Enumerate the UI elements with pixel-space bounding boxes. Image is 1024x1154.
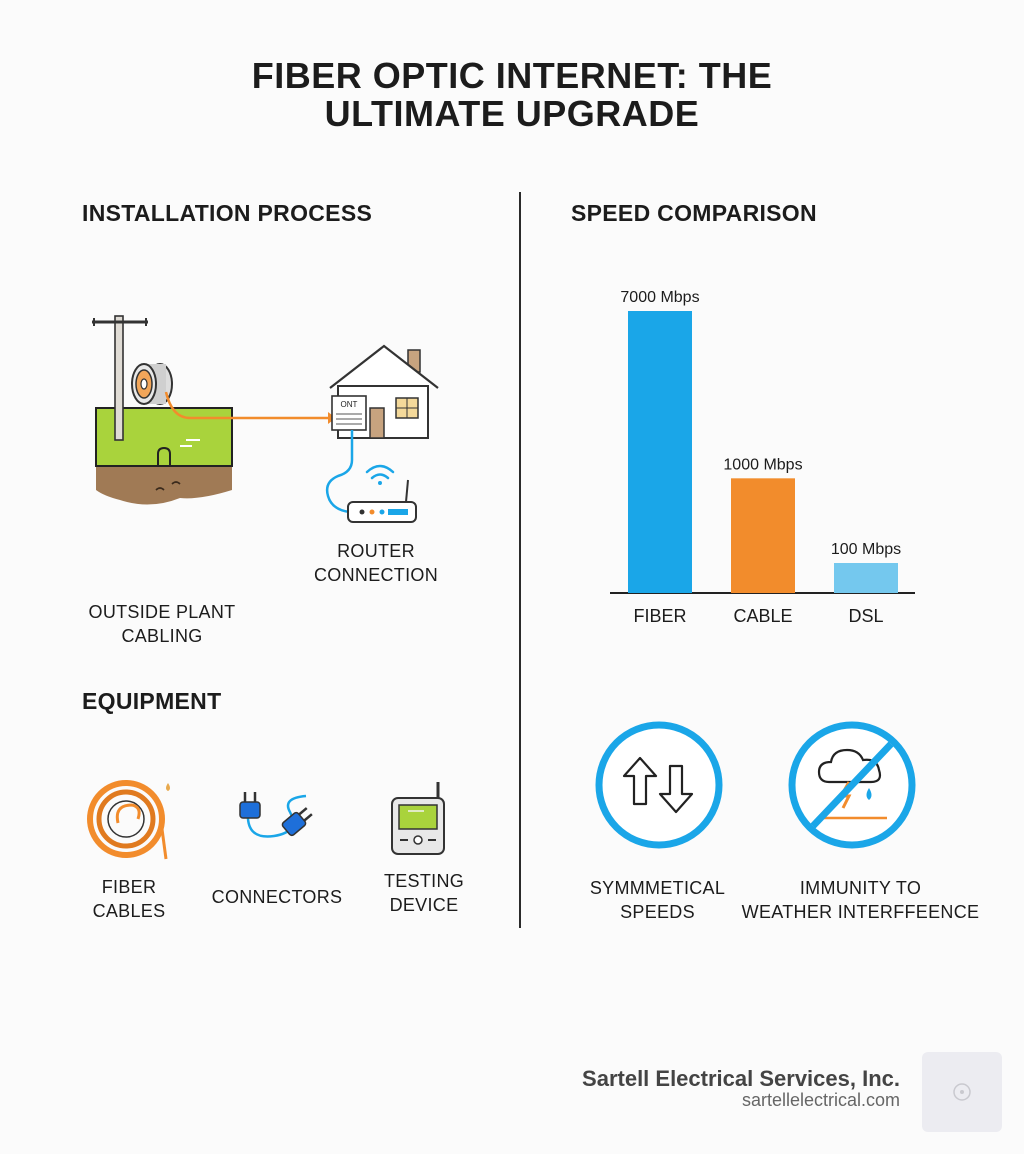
testing-device-line-2: DEVICE — [389, 895, 459, 915]
immunity-line-1: IMMUNITY TO — [799, 878, 922, 898]
logo-mark-icon — [922, 1052, 1002, 1132]
router-icon — [348, 480, 416, 522]
outside-label-line-1: OUTSIDE PLANT — [88, 602, 236, 622]
footer-company-name: Sartell Electrical Services, Inc. — [582, 1066, 900, 1091]
category-label-dsl: DSL — [848, 606, 884, 626]
equipment-connectors-label — [197, 885, 357, 909]
up-down-arrows-icon — [594, 720, 724, 850]
page-title-line-1: FIBER OPTIC INTERNET: THE — [251, 55, 773, 96]
no-storm-icon — [787, 720, 917, 850]
outside-plant-label — [62, 600, 262, 648]
fiber-cable-coil-icon — [86, 775, 178, 865]
value-label-fiber: 7000 Mbps — [620, 289, 700, 306]
weather-immunity-label — [733, 876, 988, 924]
bar-cable — [731, 478, 795, 593]
router-cable — [327, 430, 352, 512]
bar-dsl — [834, 563, 898, 593]
symmetrical-line-2: SPEEDS — [620, 902, 695, 922]
symmetrical-line-1: SYMMMETICAL — [589, 878, 726, 898]
router-label-line-2: CONNECTION — [314, 565, 438, 585]
installation-illustration — [80, 300, 460, 540]
page-title-line-2: ULTIMATE UPGRADE — [324, 93, 700, 134]
testing-device-line-1: TESTING — [383, 871, 465, 891]
cable-spool-icon — [132, 364, 172, 404]
bar-fiber — [628, 311, 692, 593]
column-divider — [519, 192, 521, 928]
category-label-fiber: FIBER — [633, 606, 687, 626]
fiber-cables-line-1: FIBER — [101, 877, 157, 897]
speed-bar-chart — [600, 280, 930, 640]
equipment-heading: EQUIPMENT — [82, 688, 222, 714]
wifi-icon — [367, 466, 393, 485]
value-label-cable: 1000 Mbps — [723, 456, 803, 474]
speed-heading: SPEED COMPARISON — [571, 200, 817, 226]
equipment-fiber-cables-label — [79, 875, 179, 923]
value-label-dsl: 100 Mbps — [830, 541, 902, 558]
company-logo — [922, 1052, 1002, 1132]
router-label-line-1: ROUTER — [337, 541, 415, 561]
fiber-cables-line-2: CABLES — [92, 901, 166, 921]
category-label-cable: CABLE — [733, 606, 793, 626]
ont-box-icon — [332, 396, 366, 430]
outside-label-line-2: CABLING — [121, 626, 203, 646]
plug-connectors-icon — [230, 784, 330, 854]
immunity-line-2: WEATHER INTERFFEENCE — [741, 902, 980, 922]
router-connection-label — [296, 539, 456, 587]
installation-heading: INSTALLATION PROCESS — [82, 200, 373, 226]
footer-website-link[interactable]: sartellelectrical.com — [741, 1090, 900, 1110]
equipment-testing-device-label — [374, 869, 474, 917]
ont-label: ONT — [340, 400, 358, 409]
symmetrical-speeds-label — [570, 876, 745, 924]
testing-device-icon — [390, 778, 450, 858]
connectors-line-1: CONNECTORS — [211, 887, 343, 907]
